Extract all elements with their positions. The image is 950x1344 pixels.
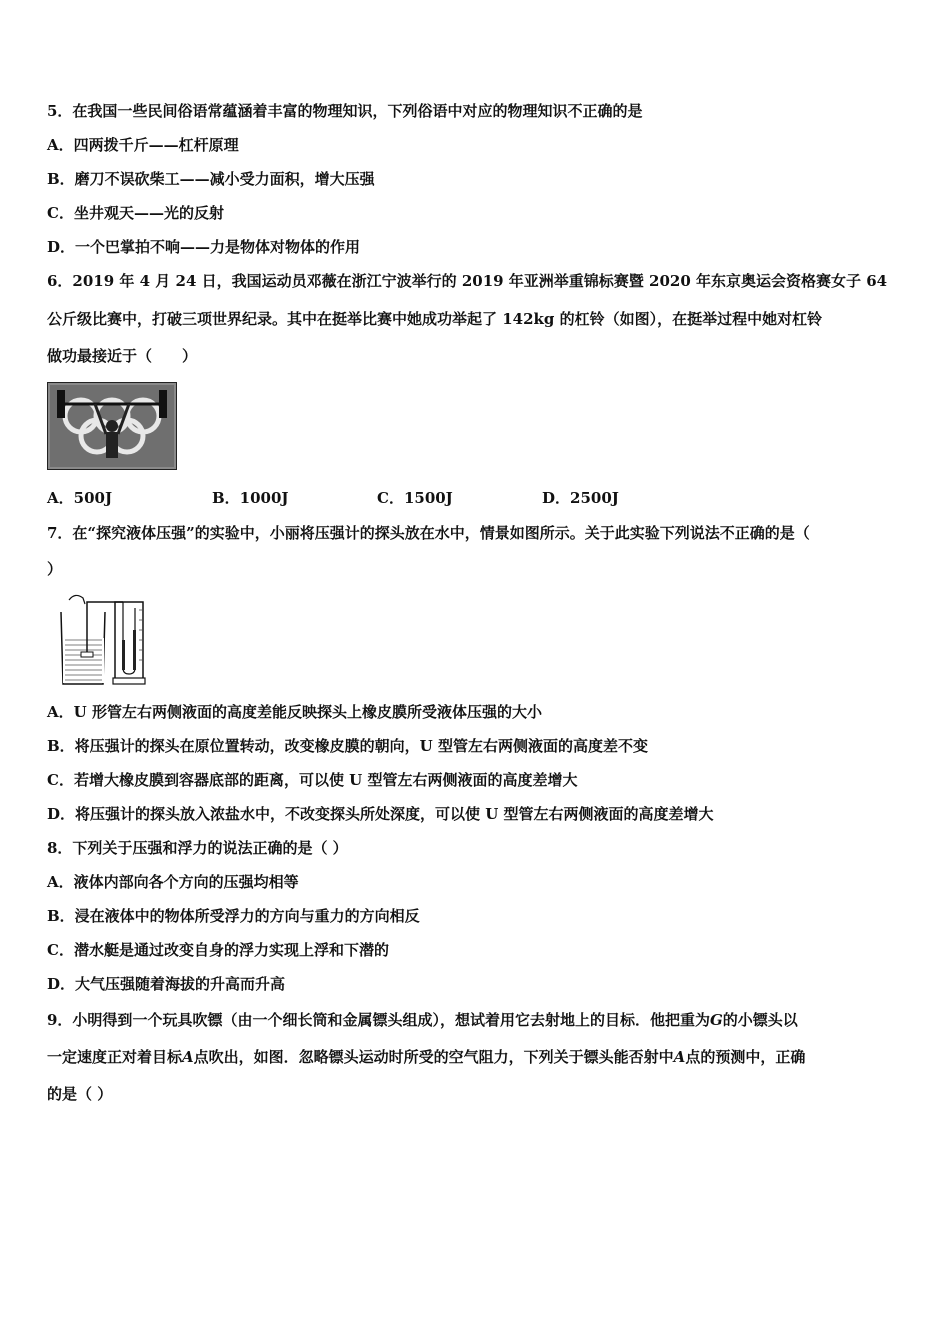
q7-option-c: C．若增大橡皮膜到容器底部的距离，可以使 U 型管左右两侧液面的高度差增大 (47, 771, 578, 789)
q8-option-d: D．大气压强随着海拔的升高而升高 (47, 975, 286, 993)
q6-option-d: D．2500J (542, 489, 619, 507)
q8-option-b: B．浸在液体中的物体所受浮力的方向与重力的方向相反 (47, 907, 420, 925)
q5-option-a: A．四两拨千斤——杠杆原理 (47, 136, 239, 154)
point-a-label: A (182, 1048, 194, 1066)
q6-option-b: B．1000J (212, 489, 289, 507)
q5-option-d: D．一个巴掌拍不响——力是物体对物体的作用 (47, 238, 361, 256)
q8-option-c: C．潜水艇是通过改变自身的浮力实现上浮和下潜的 (47, 941, 389, 959)
q7-option-b: B．将压强计的探头在原位置转动，改变橡皮膜的朝向，U 型管左右两侧液面的高度差不变 (47, 737, 648, 755)
q8-option-a: A．液体内部向各个方向的压强均相等 (47, 873, 299, 891)
q9-stem-line1: 9．小明得到一个玩具吹镖（由一个细长筒和金属镖头组成），想试着用它去射地上的目标．他把重为G的小镖头以 (47, 1011, 798, 1029)
q5-stem: 5．在我国一些民间俗语常蕴涵着丰富的物理知识，下列俗语中对应的物理知识不正确的是 (47, 102, 643, 120)
q7-option-a: A．U 形管左右两侧液面的高度差能反映探头上橡皮膜所受液体压强的大小 (47, 703, 542, 721)
point-a-label-2: A (673, 1048, 686, 1066)
q6-option-a: A．500J (47, 489, 113, 507)
pressure-gauge-diagram (55, 590, 155, 694)
q5-option-b: B．磨刀不误砍柴工——减小受力面积，增大压强 (47, 170, 375, 188)
q6-stem-line2: 公斤级比赛中，打破三项世界纪录。其中在挺举比赛中她成功举起了 142kg 的杠铃（如图），在挺举过程中她对杠铃 (47, 310, 823, 328)
q7-stem-line2: ） (47, 560, 63, 578)
q9-stem-line3: 的是（ ） (47, 1085, 113, 1103)
q6-option-c: C．1500J (377, 489, 453, 507)
q8-stem: 8．下列关于压强和浮力的说法正确的是（ ） (47, 839, 348, 857)
q6-stem-line1: 6．2019 年 4 月 24 日，我国运动员邓薇在浙江宁波举行的 2019 年亚洲举重锦标赛暨 2020 年东京奥运会资格赛女子 64 (47, 272, 888, 290)
weightlifting-photo (47, 382, 177, 474)
q6-stem-line3: 做功最接近于（ ） (47, 347, 198, 365)
q9-stem-line2: 一定速度正对着目标A点吹出，如图．忽略镖头运动时所受的空气阻力，下列关于镖头能否射中A点的预测中，正确 (47, 1048, 806, 1066)
q7-option-d: D．将压强计的探头放入浓盐水中，不改变探头所处深度，可以使 U 型管左右两侧液面的高度差增大 (47, 805, 714, 823)
q5-option-c: C．坐井观天——光的反射 (47, 204, 224, 222)
variable-g: G (709, 1011, 723, 1029)
q7-stem-line1: 7．在“探究液体压强”的实验中，小丽将压强计的探头放在水中，情景如图所示。关于此实验下列说法不正确的是（ (47, 524, 810, 542)
